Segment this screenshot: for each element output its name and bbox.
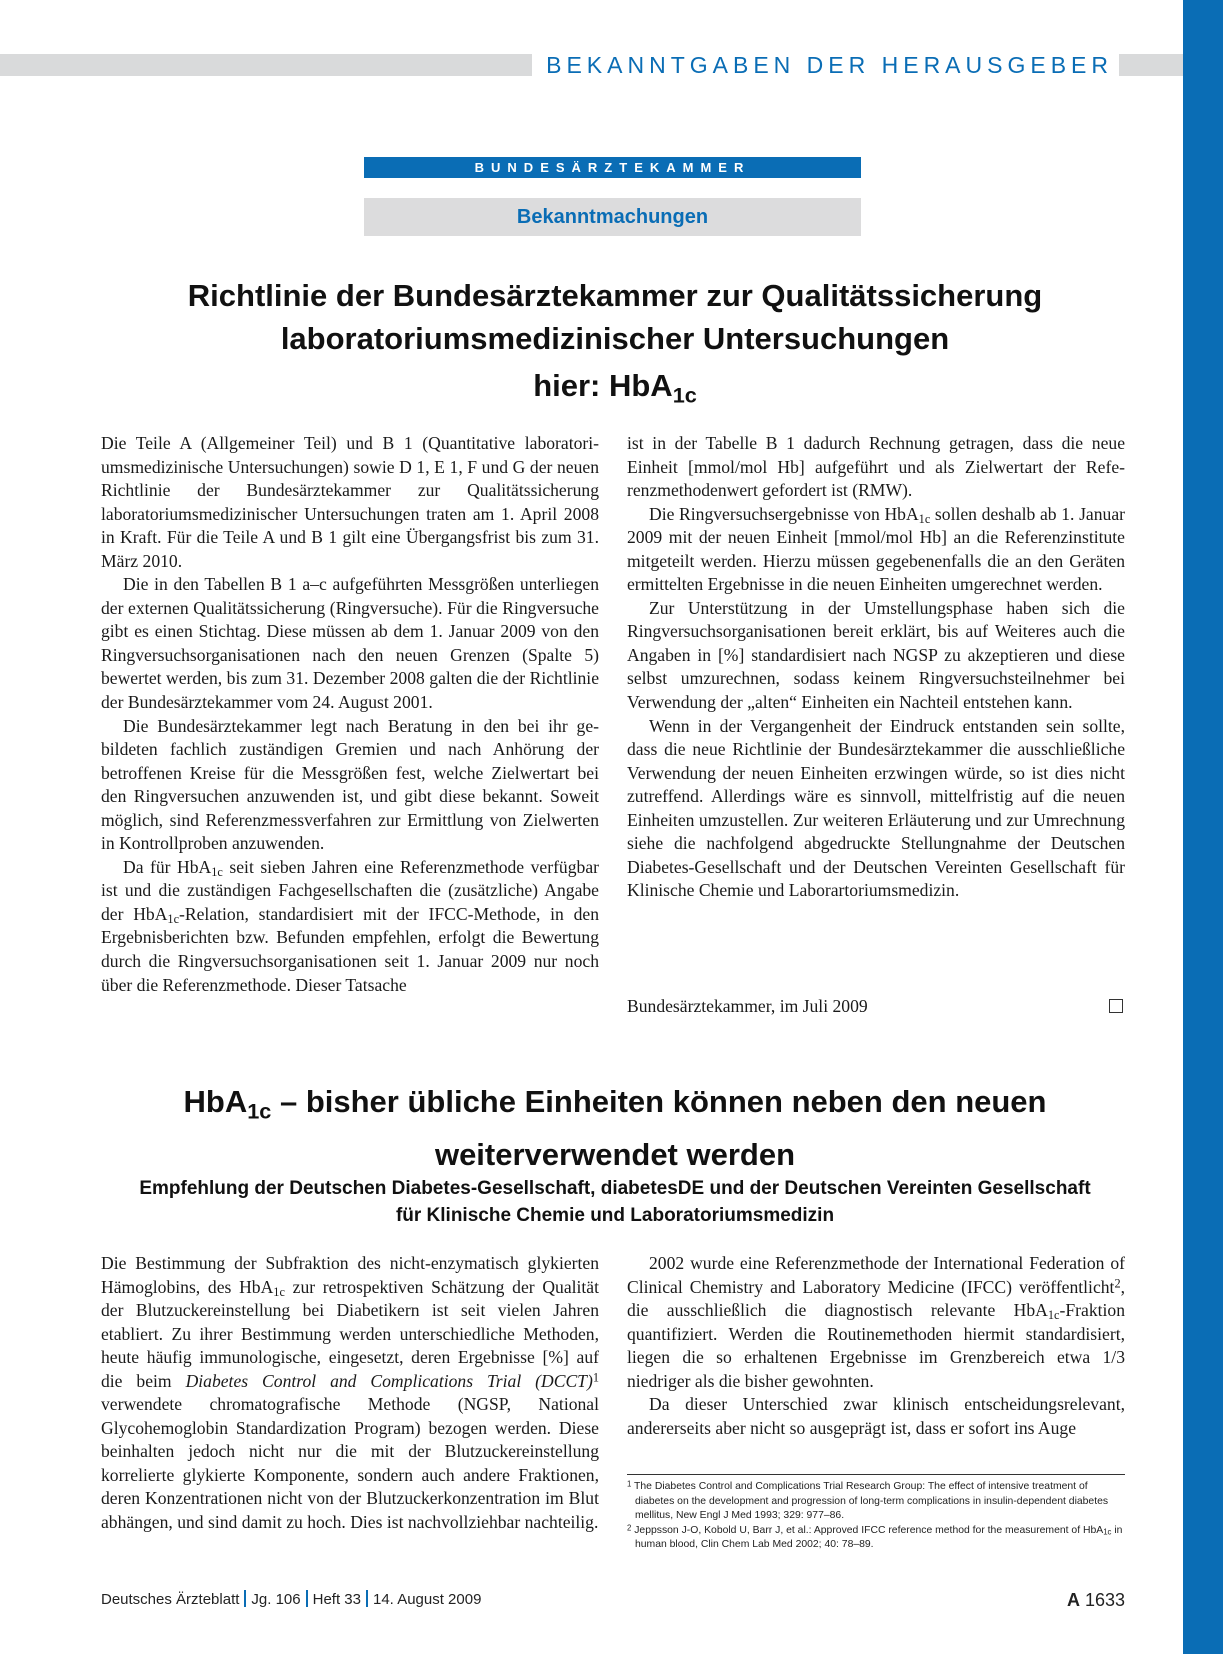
paragraph: Die Ringversuchsergebnisse von HbA$_{1c}$ sollen deshalb ab 1. Januar 2009 mit der neuen Einheit [mmol/mol Hb] an die Referenzinstitute mitgeteilt werden. Hierzu müssen gegebenenfalls die an den Geräten ermittelten Ergebnisse in die neuen Einheiten umgerechnet werden.	[627, 503, 1125, 595]
article1-title	[90, 274, 1140, 417]
journal-issue: Heft 33	[312, 1591, 361, 1608]
article1-title-line3: hier: HbA$_{1c}$	[533, 368, 697, 408]
paragraph: Die Teile A (Allgemeiner Teil) und B 1 (Quantitative laboratoriumsmedizinische Untersuchungen) sowie D 1, E 1, F und G der neuen Richtlinie der Bundesärztekammer zur Qualitätssicherung laboratoriumsmedizinischer Untersuchungen traten am 1. April 2008 in Kraft. Für die Teile A und B 1 gilt eine Übergangsfrist bis zum 31. März 2010.	[101, 433, 599, 571]
paragraph: Da für HbA$_{1c}$ seit sieben Jahren eine Referenzmethode verfügbar ist und die zuständigen Fachgesellschaften die (zusätzliche) Angabe der HbA$_{1c}$-Relation, standardisiert mit der IFCC-Methode, in den Ergebnisberichten bzw. Befunden empfehlen, erfolgt die Bewertung durch die Ringversuchsorganisationen seit 1. Januar 2009 nur noch über die Referenzmethode. Dieser Tatsache	[101, 856, 599, 995]
header-band	[0, 54, 1183, 76]
journal-date: 14. August 2009	[373, 1591, 482, 1608]
article2-subtitle-line1: Empfehlung der Deutschen Diabetes-Gesellschaft, diabetesDE und der Deutschen Vereinten Gesellschaft	[139, 1178, 1091, 1199]
signature: Bundesärztekammer, im Juli 2009	[627, 996, 868, 1016]
page-footer	[101, 1588, 1125, 1612]
article1-title-line2: laboratoriumsmedizinischer Untersuchungen	[280, 321, 950, 356]
footnotes	[627, 1480, 1125, 1553]
footnote-1: $^1$ The Diabetes Control and Complications Trial Research Group: The effect of intensive treatment of diabetes on the development and progression of long-term complications in insulin-dependent diabetes mellitus, New Engl J Med 1993; 329: 977–86.	[627, 1479, 1109, 1521]
paragraph: Die Bestimmung der Subfraktion des nicht-enzymatisch glykierten Hämoglobins, des HbA$_{1c}$ zur retrospektiven Schätzung der Qualität der Blutzuckereinstellung bei Diabetikern ist seit vielen Jahren etabliert. Zu ihrer Bestimmung werden unterschiedliche Methoden, heute häufig immunologische, eingesetzt, deren Ergebnisse [%] auf die beim Diabetes Control and Complications Trial (DCCT)$^1$ verwendete chromatografische Methode (NGSP, National Glycohemoglobin Standardization Program) bezogen werden. Diese beinhalten jedoch nicht nur die mit der Blutzuckereinstellung korrelierte glykierte Komponente, sondern auch andere Fraktionen, deren Konzentrationen nicht von der Blutzuckerkonzentration im Blut abhängen, und sind damit zu hoch. Dies ist nachvollziehbar nachteilig.	[101, 1253, 599, 1533]
footer-separator	[366, 1590, 368, 1607]
article2-title-line1: HbA$_{1c}$ – bisher übliche Einheiten können neben den neuen	[183, 1084, 1047, 1124]
paragraph: Wenn in der Vergangenheit der Eindruck entstanden sein sollte, dass die neue Richtlinie der Bundesärztekammer die ausschließliche Verwendung der neuen Einheiten erzwingen würde, so ist dies nicht zutreffend. Allerdings wäre es sinnvoll, mittelfristig auf die neuen Einheiten umzustellen. Zur weiteren Erläuterung und zur Umrechnung siehe die nachfolgend abgedruckte Stellungnahme der Deutschen Diabetes-Gesellschaft und der Deutschen Vereinten Gesellschaft für Klinische Chemie und Laborartoriumsmedizin.	[627, 715, 1125, 901]
article1-title-line1: Richtlinie der Bundesärztekammer zur Qualitätssicherung	[187, 278, 1043, 313]
page-number: A 1633	[1066, 1590, 1125, 1610]
paragraph: Die in den Tabellen B 1 a–c aufgeführten Messgrößen unterliegen der externen Qualitätssicherung (Ringversuche). Für die Ringversuche gibt es einen Stichtag. Diese müssen ab dem 1. Januar 2009 von den Ringversuchsorganisationen nach den neuen Grenzen (Spalte 5) bewertet werden, bis zum 31. Dezember 2008 galten die der Richtlinie der Bundesärztekammer vom 24. August 2001.	[101, 574, 599, 713]
article2-subtitle-line2: für Klinische Chemie und Laboratoriumsmedizin	[395, 1205, 835, 1226]
article1-column-left	[101, 432, 599, 997]
section-header: BEKANNTGABEN DER HERAUSGEBER	[532, 51, 1119, 79]
paragraph: Zur Unterstützung in der Umstellungsphase haben sich die Ringversuchsorganisationen bereit erklärt, bis auf Weiteres auch die Angaben in [%] standardisiert nach NGSP zu akzeptieren und diese selbst umzurechnen, sodass keinem Ringversuchsteilnehmer bei Verwendung der „alten“ Einheiten ein Nachteil entstehen kann.	[627, 597, 1125, 713]
footer-separator	[306, 1590, 308, 1607]
paragraph: Die Bundesärztekammer legt nach Beratung in den bei ihr gebildeten fachlich zuständigen Gremien und nach Anhörung der betroffenen Kreise für die Messgrößen fest, welche Zielwertart bei den Ringversuchen anzuwenden ist, und gibt diese bekannt. Soweit möglich, sind Referenzmessverfahren zur Ermittlung von Zielwerten in Kontrollproben anzuwenden.	[101, 715, 599, 854]
side-accent-bar	[1183, 0, 1223, 1654]
footer-separator	[244, 1590, 246, 1607]
category-bar: BUNDESÄRZTEKAMMER	[364, 157, 861, 178]
article2-title	[90, 1080, 1140, 1176]
end-square-icon	[1109, 999, 1123, 1013]
paragraph: ist in der Tabelle B 1 dadurch Rechnung getragen, dass die neue Einheit [mmol/mol Hb] aufgeführt und als Zielwertart der Referenzmethodenwert gefordert ist (RMW).	[627, 433, 1125, 501]
article2-column-right	[627, 1252, 1125, 1440]
article2-column-left	[101, 1252, 599, 1535]
article2-subtitle	[90, 1175, 1140, 1229]
article1-column-right	[627, 432, 1125, 903]
journal-volume: Jg. 106	[251, 1591, 301, 1608]
paragraph: 2002 wurde eine Referenzmethode der International Federation of Clinical Chemistry and Laboratory Medicine (IFCC) veröffentlicht$^2$, die ausschließlich die diagnostisch relevante HbA$_{1c}$-Fraktion quantifiziert. Werden die Routinemethoden hiermit standardisiert, liegen die so erhaltenen Ergebnisse im Grenzbereich etwa 1/3 niedriger als die bisher gewohnten.	[627, 1253, 1125, 1391]
journal-name: Deutsches Ärzteblatt	[101, 1591, 240, 1608]
footnote-2: $^2$ Jeppsson J-O, Kobold U, Barr J, et al.: Approved IFCC reference method for the measurement of HbA$_{1c}$ in human blood, Clin Chem Lab Med 2002; 40: 78–89.	[627, 1522, 1123, 1550]
paragraph: Da dieser Unterschied zwar klinisch entscheidungsrelevant, andererseits aber nicht so ausgeprägt ist, dass er sofort ins Auge	[627, 1394, 1125, 1438]
article2-title-line2: weiterverwendet werden	[434, 1136, 796, 1172]
category-subtitle: Bekanntmachungen	[364, 198, 861, 236]
footnote-divider	[627, 1474, 1125, 1475]
